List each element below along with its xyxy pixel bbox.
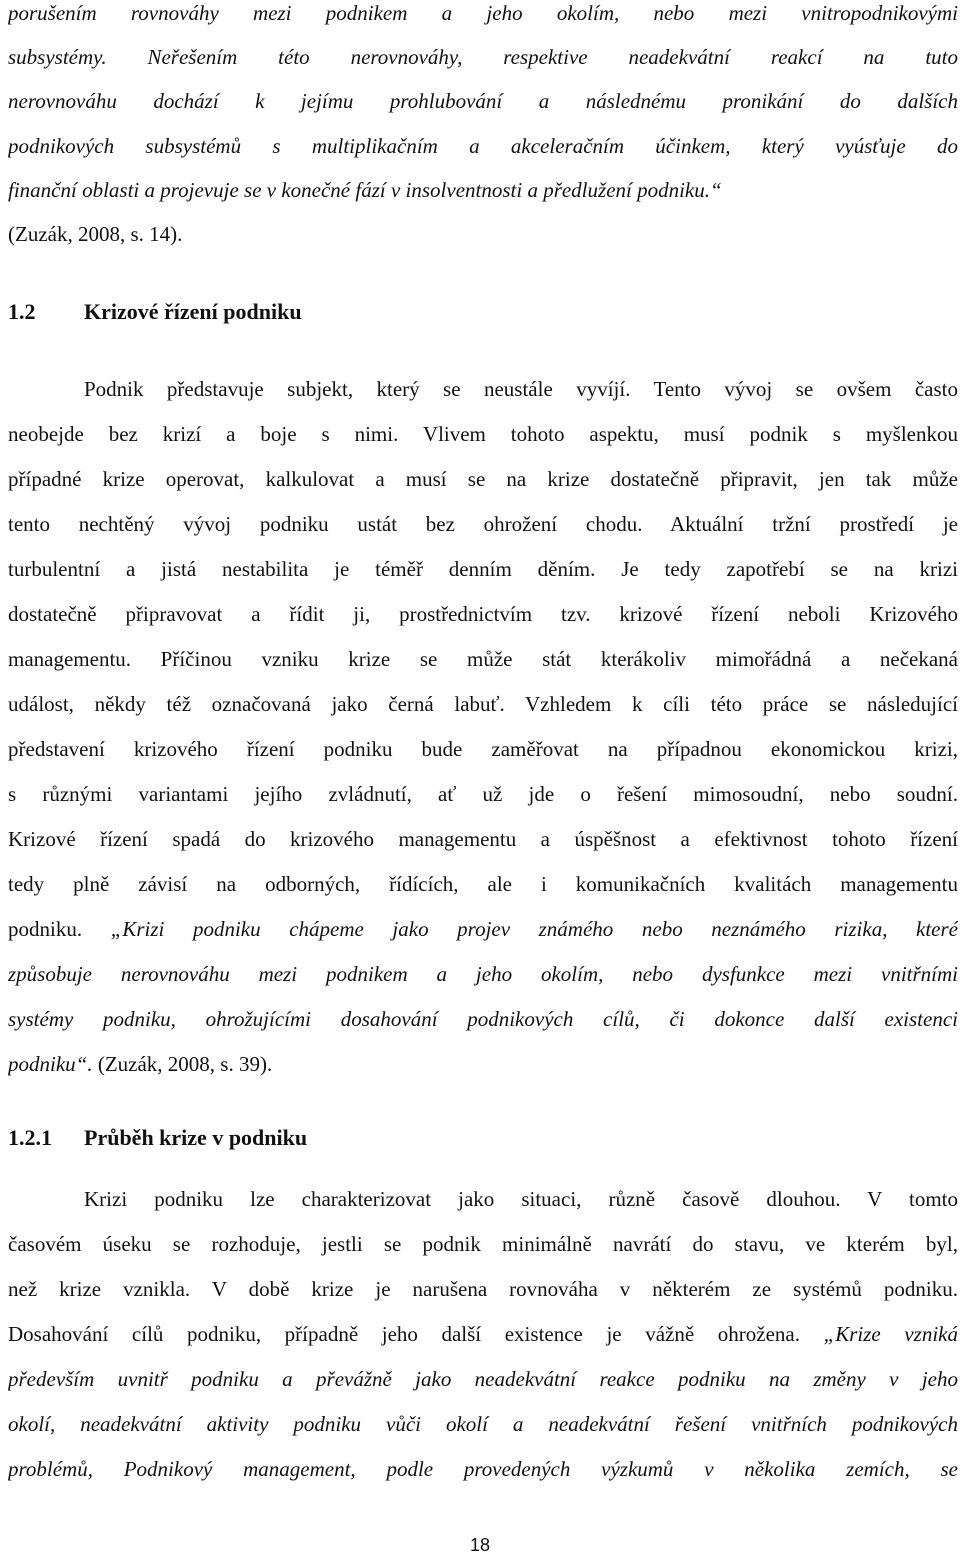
page-number: 18 [469,1535,491,1555]
paragraph-line: subsystémy. Neřešením této nerovnováhy, respektive neadekvátní reakcí na tuto [8,45,958,69]
paragraph-line: neobejde bez krizí a boje s nimi. Vlivem tohoto aspektu, musí podnik s myšlenkou [8,422,958,446]
section-number: 1.2 [8,299,36,324]
paragraph-line: časovém úseku se rozhoduje, jestli se podnik minimálně navrátí do stavu, ve kterém byl, [8,1232,958,1256]
quote-line: problémů, Podnikový management, podle provedených výzkumů v několika zemích, se [8,1457,958,1481]
plain-text: podniku. [8,917,111,941]
paragraph-line: tento nechtěný vývoj podniku ustát bez ohrožení chodu. Aktuální tržní prostředí je [8,512,958,536]
citation-text: (Zuzák, 2008, s. 39). [92,1052,273,1076]
paragraph-line [8,916,958,942]
paragraph-line [8,1321,958,1347]
paragraph-line: Podnik představuje subjekt, který se neustále vyvíjí. Tento vývoj se ovšem často [84,377,958,401]
paragraph-line: managementu. Příčinou vzniku krize se může stát kterákoliv mimořádná a nečekaná [8,647,958,671]
subsection-heading [8,1125,307,1151]
paragraph-line: představení krizového řízení podniku bude zaměřovat na případnou ekonomickou krizi, [8,737,958,761]
quote-line: systémy podniku, ohrožujícími dosahování podnikových cílů, či dokonce další existenci [8,1007,958,1031]
section-title: Krizové řízení podniku [84,299,302,324]
plain-text: Dosahování cílů podniku, případně jeho další existence je vážně ohrožena. [8,1322,824,1346]
paragraph-line: událost, někdy též označovaná jako černá labuť. Vzhledem k cíli této práce se následující [8,692,958,716]
paragraph-line: případné krize operovat, kalkulovat a musí se na krize dostatečně připravit, jen tak může [8,467,958,491]
paragraph-line: turbulentní a jistá nestabilita je téměř denním děním. Je tedy zapotřebí se na krizi [8,557,958,581]
paragraph-line: nerovnováhu dochází k jejímu prohlubování a následnému pronikání do dalších [8,89,958,113]
quote-text: „Krizi podniku chápeme jako projev známého nebo neznámého rizika, které [110,917,958,941]
quote-text: podniku“. [8,1052,93,1076]
paragraph-line: Krizi podniku lze charakterizovat jako situaci, různě časově dlouhou. V tomto [84,1187,958,1211]
paragraph-line: tedy plně závisí na odborných, řídících, ale i komunikačních kvalitách managementu [8,872,958,896]
paragraph-line: podnikových subsystémů s multiplikačním a akceleračním účinkem, který vyúsťuje do [8,134,958,158]
paragraph-line: než krize vznikla. V době krize je narušena rovnováha v některém ze systémů podniku. [8,1277,958,1301]
paragraph-line: porušením rovnováhy mezi podnikem a jeho okolím, nebo mezi vnitropodnikovými [8,1,958,25]
subsection-title: Průběh krize v podniku [84,1125,308,1150]
quote-line: způsobuje nerovnováhu mezi podnikem a jeho okolím, nebo dysfunkce mezi vnitřními [8,962,958,986]
quote-line: především uvnitř podniku a převážně jako neadekvátní reakce podniku na změny v jeho [8,1367,958,1391]
paragraph-line [8,1051,958,1077]
paragraph-line: finanční oblasti a projevuje se v konečné fází v insolventnosti a předlužení podniku.“ [8,178,722,202]
paragraph-line: s různými variantami jejího zvládnutí, ať už jde o řešení mimosoudní, nebo soudní. [8,782,958,806]
section-heading [8,299,302,325]
quote-line: okolí, neadekvátní aktivity podniku vůči okolí a neadekvátní řešení vnitřních podnikových [8,1412,958,1436]
quote-text: „Krize vzniká [823,1322,958,1346]
citation-line: (Zuzák, 2008, s. 14). [8,222,183,246]
subsection-number: 1.2.1 [8,1125,52,1150]
paragraph-line: dostatečně připravovat a řídit ji, prostřednictvím tzv. krizové řízení neboli Krizového [8,602,958,626]
paragraph-line: Krizové řízení spadá do krizového managementu a úspěšnost a efektivnost tohoto řízení [8,827,958,851]
